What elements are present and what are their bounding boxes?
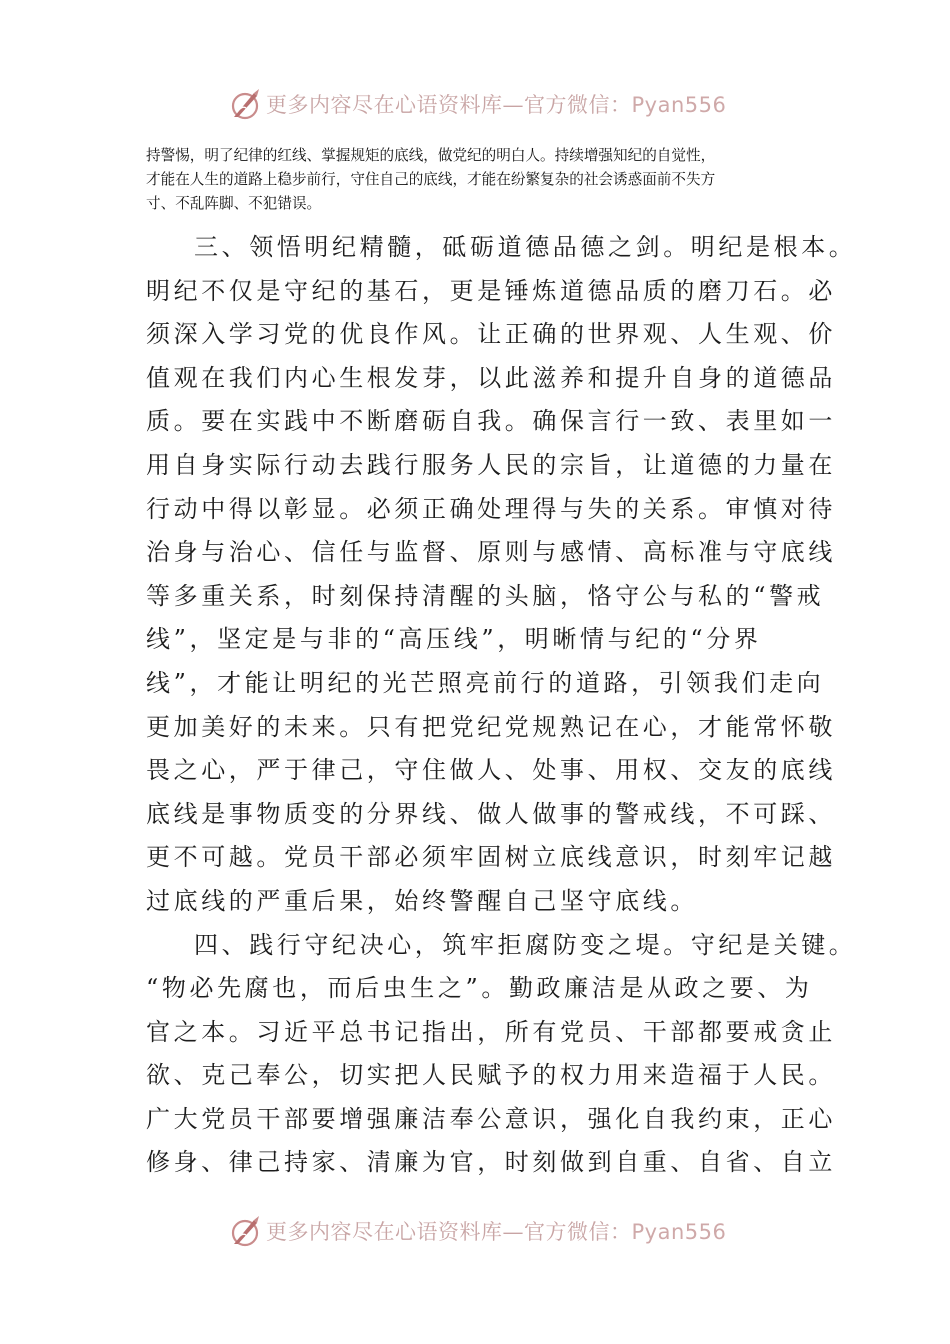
intro-line: 寸、不乱阵脚、不犯错误。 [146, 195, 322, 212]
quill-pen-logo-icon [228, 1214, 262, 1248]
body-line: 更加美好的未来。只有把党纪党规熟记在心，才能常怀敬 [146, 712, 836, 741]
body-line: 广大党员干部要增强廉洁奉公意识，强化自我约束，正心 [146, 1104, 836, 1133]
wechat-id: Pyan556 [631, 93, 727, 117]
body-line: 线”，才能让明纪的光芒照亮前行的道路，引领我们走向 [146, 668, 825, 697]
body-line: 明纪不仅是守纪的基石，更是锤炼道德品质的磨刀石。必 [146, 276, 836, 305]
wechat-id: Pyan556 [631, 1220, 727, 1244]
body-line: 行动中得以彰显。必须正确处理得与失的关系。审慎对待 [146, 494, 836, 523]
section-3-heading-line: 三、领悟明纪精髓，砥砺道德品德之剑。明纪是根本。 [194, 233, 857, 261]
body-line: 修身、律己持家、清廉为官，时刻做到自重、自省、自立 [146, 1148, 836, 1177]
body-line: “物必先腐也，而后虫生之”。勤政廉洁是从政之要、为 [146, 974, 813, 1003]
body-line: 用自身实际行动去践行服务人民的宗旨，让道德的力量在 [146, 450, 836, 479]
body-line: 值观在我们内心生根发芽，以此滋养和提升自身的道德品 [146, 363, 836, 392]
section-4-heading-line: 四、践行守纪决心，筑牢拒腐防变之堤。守纪是关键。 [194, 930, 857, 959]
body-line: 官之本。习近平总书记指出，所有党员、干部都要戒贪止 [146, 1017, 836, 1046]
body-line: 等多重关系，时刻保持清醒的头脑，恪守公与私的“警戒 [146, 581, 825, 610]
body-line: 更不可越。党员干部必须牢固树立底线意识，时刻牢记越 [146, 843, 836, 872]
intro-paragraph [146, 144, 816, 216]
watermark-text: 更多内容尽在心语资料库—官方微信：Pyan556 [266, 1220, 727, 1244]
body-line: 须深入学习党的优良作风。让正确的世界观、人生观、价 [146, 320, 836, 349]
watermark-text: 更多内容尽在心语资料库—官方微信：Pyan556 [266, 93, 727, 117]
body-line: 底线是事物质变的分界线、做人做事的警戒线，不可踩、 [146, 799, 836, 828]
watermark-banner-top [0, 84, 950, 124]
intro-line: 才能在人生的道路上稳步前行，守住自己的底线，才能在纷繁复杂的社会诱惑面前不失方 [146, 171, 716, 188]
body-line: 过底线的严重后果，始终警醒自己坚守底线。 [146, 886, 698, 915]
body-line: 线”，坚定是与非的“高压线”，明晰情与纪的“分界 [146, 625, 762, 654]
body-line: 畏之心，严于律己，守住做人、处事、用权、交友的底线 [146, 756, 836, 785]
body-line: 质。要在实践中不断磨砺自我。确保言行一致、表里如一 [146, 407, 836, 436]
main-body [146, 226, 857, 1185]
quill-pen-logo-icon [228, 87, 262, 121]
body-line: 欲、克己奉公，切实把人民赋予的权力用来造福于人民。 [146, 1061, 836, 1090]
intro-line: 持警惕，明了纪律的红线、掌握规矩的底线，做党纪的明白人。持续增强知纪的自觉性， [146, 147, 716, 164]
body-line: 治身与治心、信任与监督、原则与感情、高标准与守底线 [146, 538, 836, 567]
watermark-banner-bottom [0, 1211, 950, 1251]
